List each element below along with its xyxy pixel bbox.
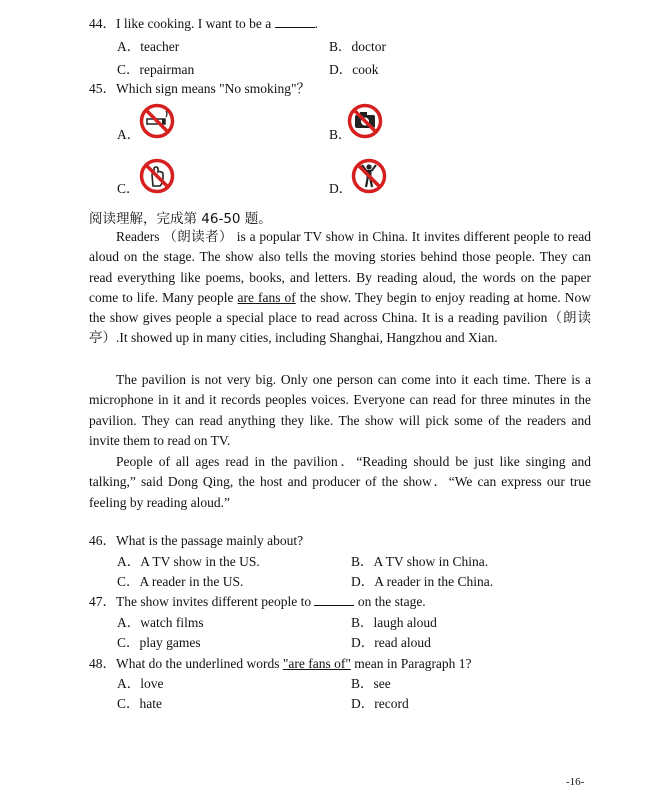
paragraph-text: The pavilion is not very big. Only one person can come into it each time. There is a microphone in it and it records peoples voices. Everyone can read for three minutes in the pavilion. They can read anything they like. The show will pick some of the readers and invite them to read on TV. bbox=[89, 372, 591, 448]
option-letter: A． bbox=[117, 676, 141, 691]
answer-blank bbox=[275, 27, 315, 28]
option-letter: D． bbox=[351, 635, 375, 650]
option-46-c[interactable] bbox=[117, 573, 243, 591]
passage-paragraph-2 bbox=[89, 370, 591, 451]
option-44-b[interactable] bbox=[329, 38, 386, 56]
option-text: watch films bbox=[140, 615, 204, 630]
option-text: play games bbox=[139, 635, 201, 650]
question-48-stem bbox=[89, 655, 472, 673]
option-letter: B． bbox=[329, 39, 352, 54]
option-47-c[interactable] bbox=[117, 634, 201, 652]
paragraph-text: People of all ages read in the pavilion．“Reading should be just like singing and talking,” said Dong Qing, the host and producer of the show．“We can express our true feeling by reading aloud.” bbox=[89, 454, 591, 510]
option-letter: A． bbox=[117, 39, 141, 54]
question-text: What is the passage mainly about? bbox=[116, 533, 304, 548]
option-47-b[interactable] bbox=[351, 614, 437, 632]
option-44-a[interactable] bbox=[117, 38, 179, 56]
option-48-c[interactable] bbox=[117, 695, 162, 713]
option-45-a-label[interactable]: A． bbox=[117, 127, 141, 142]
option-text: A reader in the US. bbox=[139, 574, 244, 589]
option-48-a[interactable] bbox=[117, 675, 164, 693]
option-letter: A． bbox=[117, 615, 141, 630]
option-letter: C． bbox=[117, 62, 140, 77]
option-text: hate bbox=[139, 696, 163, 711]
option-letter: A． bbox=[117, 554, 141, 569]
question-text-end: mean in Paragraph 1? bbox=[354, 656, 472, 671]
option-46-a[interactable] bbox=[117, 553, 260, 571]
section-heading: 阅读理解，完成第 46-50 题。 bbox=[89, 211, 272, 227]
option-text: love bbox=[140, 676, 164, 691]
no-smoking-sign-icon[interactable] bbox=[139, 103, 175, 139]
option-letter: C． bbox=[117, 635, 140, 650]
page-number: -16- bbox=[566, 776, 585, 788]
underlined-phrase: "are fans of" bbox=[282, 656, 351, 671]
option-letter: C． bbox=[117, 696, 140, 711]
option-text: repairman bbox=[139, 62, 195, 77]
option-48-d[interactable] bbox=[351, 695, 409, 713]
option-45-d-label[interactable]: D． bbox=[329, 181, 353, 196]
option-letter: B． bbox=[351, 554, 374, 569]
passage-paragraph-3 bbox=[89, 452, 591, 513]
question-text: What do the underlined words bbox=[116, 656, 280, 671]
option-letter: D． bbox=[351, 696, 375, 711]
answer-blank bbox=[314, 605, 354, 606]
no-touching-sign-icon[interactable] bbox=[139, 158, 175, 194]
option-letter: B． bbox=[351, 615, 374, 630]
passage-paragraph-1 bbox=[89, 227, 591, 349]
option-letter: D． bbox=[351, 574, 375, 589]
question-number: 46． bbox=[89, 533, 116, 548]
question-text: Which sign means "No smoking"？ bbox=[116, 81, 311, 96]
question-47-stem bbox=[89, 593, 426, 611]
paragraph-text: Readers （朗读者） is a popular TV show in China. It invites different people to read aloud on the stage. The show also tells the moving stories behind those people. They can read everything like poems, books, and letters. By reading aloud, the words on the paper come to life. Many people bbox=[89, 229, 591, 305]
option-text: A TV show in the US. bbox=[140, 554, 260, 569]
option-text: A reader in the China. bbox=[374, 574, 494, 589]
option-46-d[interactable] bbox=[351, 573, 493, 591]
option-44-d[interactable] bbox=[329, 61, 379, 79]
no-camera-sign-icon[interactable] bbox=[347, 103, 383, 139]
option-48-b[interactable] bbox=[351, 675, 391, 693]
question-44-stem bbox=[89, 15, 318, 33]
question-text-end: . bbox=[314, 16, 318, 31]
option-text: doctor bbox=[351, 39, 387, 54]
option-text: see bbox=[373, 676, 391, 691]
question-number: 44． bbox=[89, 16, 116, 31]
option-45-b-label[interactable]: B． bbox=[329, 127, 352, 142]
option-47-d[interactable] bbox=[351, 634, 431, 652]
option-letter: C． bbox=[117, 574, 140, 589]
option-46-b[interactable] bbox=[351, 553, 488, 571]
no-climbing-sign-icon[interactable] bbox=[351, 158, 387, 194]
underlined-phrase: are fans of bbox=[237, 289, 296, 305]
question-number: 45． bbox=[89, 81, 116, 96]
option-letter: B． bbox=[351, 676, 374, 691]
question-text-end: on the stage. bbox=[357, 594, 426, 609]
option-text: teacher bbox=[140, 39, 180, 54]
question-number: 47． bbox=[89, 594, 116, 609]
option-letter: D． bbox=[329, 62, 353, 77]
question-46-stem bbox=[89, 532, 303, 550]
option-text: read aloud bbox=[374, 635, 431, 650]
question-number: 48． bbox=[89, 656, 116, 671]
option-text: record bbox=[374, 696, 409, 711]
option-47-a[interactable] bbox=[117, 614, 204, 632]
option-text: A TV show in China. bbox=[373, 554, 489, 569]
question-text: The show invites different people to bbox=[116, 594, 312, 609]
option-text: laugh aloud bbox=[373, 615, 437, 630]
question-text: I like cooking. I want to be a bbox=[116, 16, 272, 31]
paragraph-text-end: the show. They begin to enjoy reading at home. Now the show gives people a special place to read across China. It is a reading pavilion（朗读亭）.It showed up in many cities, including Shanghai, Hangzhou and Xian. bbox=[89, 289, 591, 346]
option-text: cook bbox=[352, 62, 379, 77]
question-45-stem bbox=[89, 80, 310, 98]
option-45-c-label[interactable]: C． bbox=[117, 181, 140, 196]
option-44-c[interactable] bbox=[117, 61, 194, 79]
